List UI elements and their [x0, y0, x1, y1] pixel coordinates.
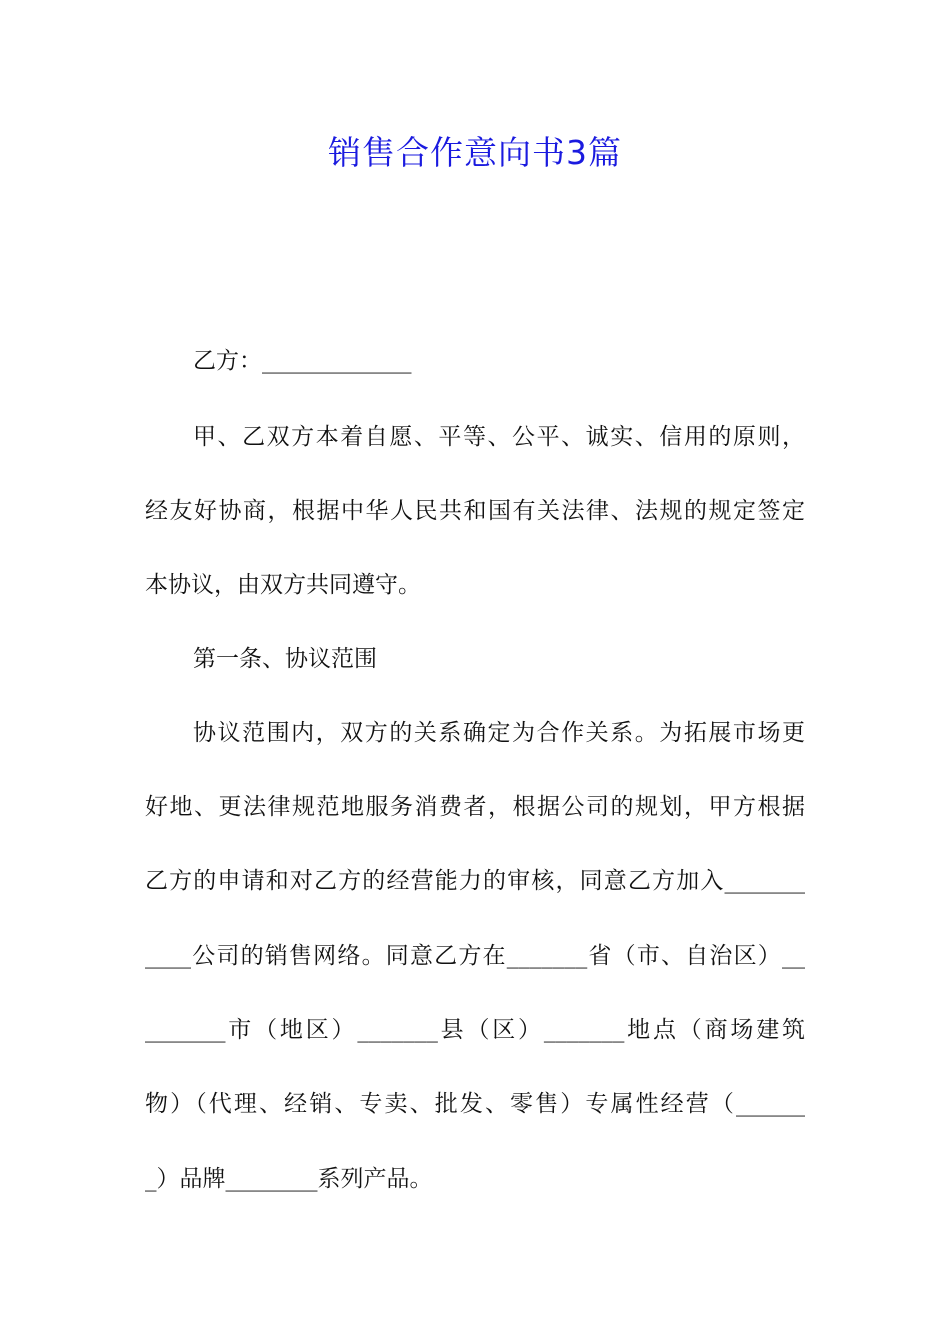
- paragraph-line: 协议范围内，双方的关系确定为合作关系。为拓展市场更: [193, 720, 805, 746]
- paragraph-line: 乙方的申请和对乙方的经营能力的审核，同意乙方加入_______: [145, 868, 805, 894]
- party-b-line: 乙方：_____________: [193, 348, 412, 374]
- paragraph-line: _）品牌________系列产品。: [145, 1166, 433, 1192]
- section-heading: 第一条、协议范围: [193, 646, 377, 672]
- paragraph-line: 甲、乙双方本着自愿、平等、公平、诚实、信用的原则，: [193, 424, 805, 450]
- paragraph-line: 本协议，由双方共同遵守。: [145, 572, 421, 598]
- paragraph-line: 经友好协商，根据中华人民共和国有关法律、法规的规定签定: [145, 498, 805, 524]
- paragraph-line: ____公司的销售网络。同意乙方在_______省（市、自治区）__: [145, 943, 805, 969]
- document-title: 销售合作意向书3篇: [328, 133, 622, 172]
- paragraph-line: 物）（代理、经销、专卖、批发、零售）专属性经营（______: [145, 1091, 805, 1117]
- paragraph-line: _______市（地区）_______县（区）_______地点（商场建筑: [145, 1017, 805, 1043]
- paragraph-line: 好地、更法律规范地服务消费者，根据公司的规划，甲方根据: [145, 794, 805, 820]
